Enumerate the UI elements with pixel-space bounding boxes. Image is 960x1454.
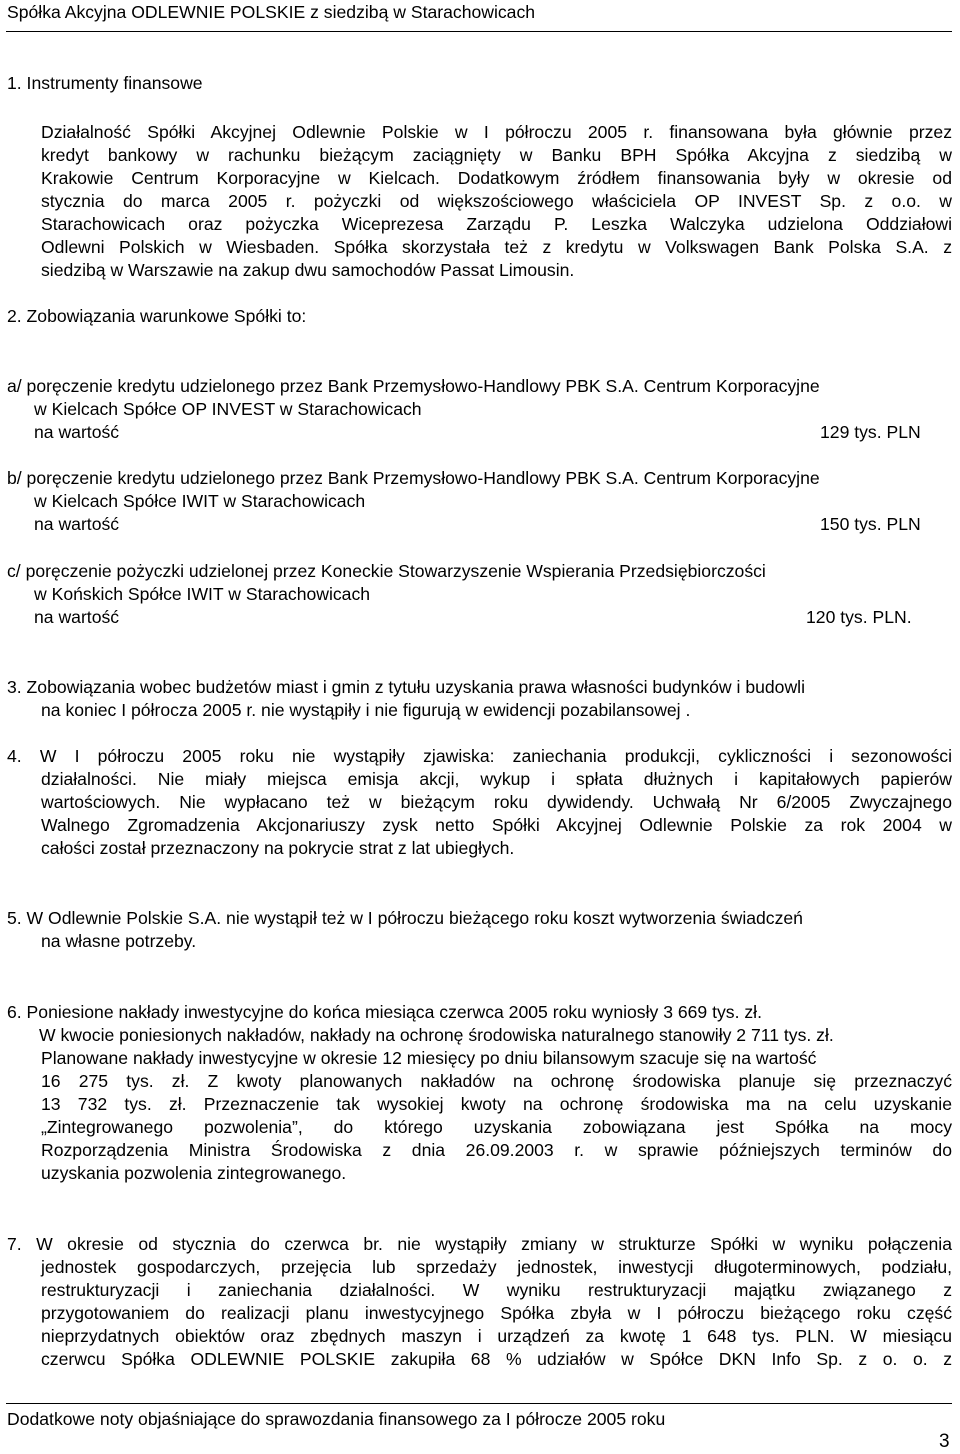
section-6-line: Planowane nakłady inwestycyjne w okresie 12 miesięcy po dniu bilansowym szacuje się na wartość xyxy=(41,1048,817,1068)
section-6-line: 16 275 tys. zł. Z kwoty planowanych nakładów na ochronę środowiska planuje się przeznaczyć xyxy=(41,1071,952,1091)
guarantee-a-amount: 129 tys. PLN xyxy=(820,422,921,442)
section-6-line: 13 732 tys. zł. Przeznaczenie tak wysokiej kwoty na ochronę środowiska ma na celu uzyskanie xyxy=(41,1094,952,1114)
guarantee-c-line1: c/ poręczenie pożyczki udzielonej przez Koneckie Stowarzyszenie Wspierania Przedsiębiorczości xyxy=(7,561,766,581)
guarantee-a-line1: a/ poręczenie kredytu udzielonego przez Bank Przemysłowo-Handlowy PBK S.A. Centrum Korporacyjne xyxy=(7,376,820,396)
section-5-line: na własne potrzeby. xyxy=(41,931,197,951)
section-1-line: Działalność Spółki Akcyjnej Odlewnie Polskie w I półroczu 2005 r. finansowana była głównie przez xyxy=(41,122,952,142)
section-1-line: kredyt bankowy w rachunku bieżącym zaciągnięty w Banku BPH Spółka Akcyjna z siedzibą w xyxy=(41,145,952,165)
section-6-line: Rozporządzenia Ministra Środowiska z dnia 26.09.2003 r. w sprawie późniejszych terminów do xyxy=(41,1140,952,1160)
section-7-line: przygotowaniem do realizacji planu inwestycyjnego Spółka zbyła w I półroczu bieżącego roku część xyxy=(41,1303,952,1323)
guarantee-c-amount: 120 tys. PLN. xyxy=(806,607,912,627)
section-6-line: uzyskania pozwolenia zintegrowanego. xyxy=(41,1163,347,1183)
section-7-line: restrukturyzacji i zaniechania działalności. W wyniku restrukturyzacji majątku związanego z xyxy=(41,1280,952,1300)
section-4-line: Walnego Zgromadzenia Akcjonariuszy zysk netto Spółki Akcyjnej Odlewnie Polskie za rok 2004 w xyxy=(41,815,952,835)
section-7-line: 7. W okresie od stycznia do czerwca br. nie wystąpiły zmiany w strukturze Spółki w wyniku połączenia xyxy=(7,1234,952,1254)
section-7-line: nieprzydatnych obiektów oraz zbędnych maszyn i urządzeń za kwotę 1 648 tys. PLN. W miesiącu xyxy=(41,1326,952,1346)
header-divider xyxy=(6,31,952,32)
section-1-heading: 1. Instrumenty finansowe xyxy=(7,73,203,93)
section-4-line: całości został przeznaczony na pokrycie strat z lat ubiegłych. xyxy=(41,838,515,858)
section-3-line: na koniec I półrocza 2005 r. nie wystąpiły i nie figurują w ewidencji pozabilansowej . xyxy=(41,700,691,720)
section-1-line: stycznia do marca 2005 r. pożyczki od większościowego właściciela OP INVEST Sp. z o.o. w xyxy=(41,191,952,211)
section-6-line: „Zintegrowanego pozwolenia”, do którego uzyskania zobowiązana jest Spółka na mocy xyxy=(41,1117,952,1137)
guarantee-c-line2: w Końskich Spółce IWIT w Starachowicach xyxy=(34,584,371,604)
section-6-line: 6. Poniesione nakłady inwestycyjne do końca miesiąca czerwca 2005 roku wyniosły 3 669 tys. zł. xyxy=(7,1002,762,1022)
guarantee-b-label: na wartość xyxy=(34,514,120,534)
section-2-heading: 2. Zobowiązania warunkowe Spółki to: xyxy=(7,306,307,326)
section-7-line: czerwcu Spółka ODLEWNIE POLSKIE zakupiła 68 % udziałów w Spółce DKN Info Sp. z o. o. z xyxy=(41,1349,952,1369)
footer-text: Dodatkowe noty objaśniające do sprawozdania finansowego za I półrocze 2005 roku xyxy=(7,1409,666,1429)
section-1-line: Odlewni Polskich w Wiesbaden. Spółka skorzystała też z kredytu w Volkswagen Bank Polska S.A. z xyxy=(41,237,952,257)
section-7-line: jednostek gospodarczych, przejęcia lub sprzedaży jednostek, inwestycji długoterminowych, podziału, xyxy=(41,1257,952,1277)
section-5-line: 5. W Odlewnie Polskie S.A. nie wystąpił też w I półroczu bieżącego roku koszt wytworzenia świadczeń xyxy=(7,908,803,928)
guarantee-c-label: na wartość xyxy=(34,607,120,627)
guarantee-a-line2: w Kielcach Spółce OP INVEST w Starachowicach xyxy=(34,399,422,419)
guarantee-b-line1: b/ poręczenie kredytu udzielonego przez Bank Przemysłowo-Handlowy PBK S.A. Centrum Korporacyjne xyxy=(7,468,820,488)
footer-divider xyxy=(6,1403,952,1404)
page-number: 3 xyxy=(939,1431,950,1452)
section-6-line: W kwocie poniesionych nakładów, nakłady na ochronę środowiska naturalnego stanowiły 2 711 tys. zł. xyxy=(39,1025,834,1045)
section-4-line: 4. W I półroczu 2005 roku nie wystąpiły zjawiska: zaniechania produkcji, cykliczności i sezonowości xyxy=(7,746,952,766)
section-4-line: działalności. Nie miały miejsca emisja akcji, wykup i spłata dłużnych i kapitałowych papierów xyxy=(41,769,952,789)
section-1-line: Starachowicach oraz pożyczka Wiceprezesa Zarządu P. Leszka Walczyka udzielona Oddziałowi xyxy=(41,214,952,234)
section-4-line: wartościowych. Nie wypłacano też w bieżącym roku dywidendy. Uchwałą Nr 6/2005 Zwyczajnego xyxy=(41,792,952,812)
section-3-line: 3. Zobowiązania wobec budżetów miast i gmin z tytułu uzyskania prawa własności budynków i budowli xyxy=(7,677,805,697)
page-header-title: Spółka Akcyjna ODLEWNIE POLSKIE z siedzibą w Starachowicach xyxy=(7,2,536,22)
guarantee-b-line2: w Kielcach Spółce IWIT w Starachowicach xyxy=(34,491,366,511)
section-1-line: siedzibą w Warszawie na zakup dwu samochodów Passat Limousin. xyxy=(41,260,575,280)
guarantee-b-amount: 150 tys. PLN xyxy=(820,514,921,534)
guarantee-a-label: na wartość xyxy=(34,422,120,442)
section-1-line: Krakowie Centrum Korporacyjne w Kielcach. Dodatkowym źródłem finansowania były w okresie od xyxy=(41,168,952,188)
